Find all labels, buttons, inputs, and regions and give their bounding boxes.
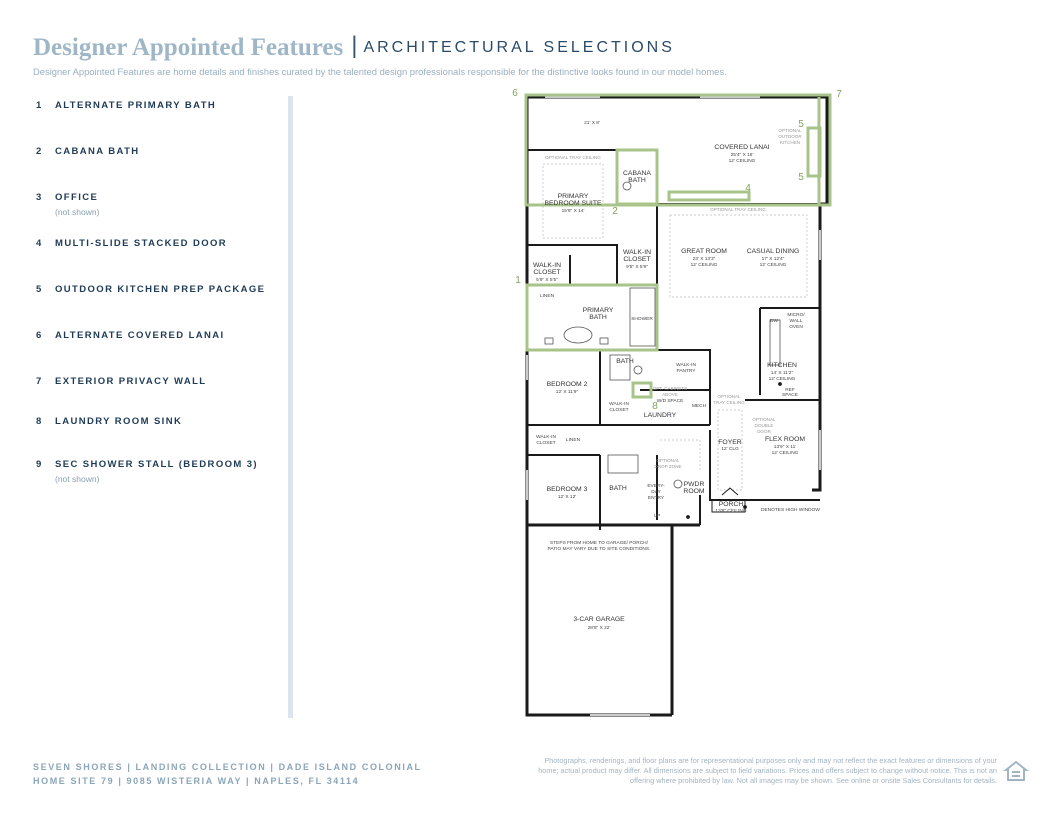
opt-cabinets-line3: W/D SPACE xyxy=(656,399,684,404)
opt-tray-ceiling-primary: OPTIONAL TRAY CEILING xyxy=(545,155,601,160)
feature-label: LAUNDRY ROOM SINK xyxy=(55,416,183,427)
opt-double-door-line1: OPTIONAL xyxy=(752,417,776,422)
primary-bath-line2: BATH xyxy=(589,314,607,321)
great-room-label: GREAT ROOM xyxy=(681,248,727,255)
interior-walls xyxy=(527,150,820,530)
bedroom-2-dim: 12' X 11'9" xyxy=(555,390,579,395)
walkin-closet-1-line1: WALK-IN xyxy=(532,262,562,269)
bath-2-label: BATH xyxy=(616,358,634,365)
walkin-closet-3-line2: CLOSET xyxy=(609,408,629,413)
footer-disclaimer: Photographs, renderings, and floor plans are for representational purposes only and may not reflect the exact features or dimensions of your home; actual product may differ. All dimensions are subject to field variations. Prices and offers subject to change without notice. This is not an offering where prohibited by law. Not all images may be shown. See online or onsite Sales Consultants for details. xyxy=(538,756,997,785)
feature-number: 7 xyxy=(36,376,42,387)
feature-label: ALTERNATE PRIMARY BATH xyxy=(55,100,217,111)
porch-label: PORCH xyxy=(718,501,744,508)
cabana-label-line1: CABANA xyxy=(623,170,651,177)
laundry-label: LAUNDRY xyxy=(643,412,677,419)
kitchen-label: KITCHEN xyxy=(767,362,797,369)
flex-room-label: FLEX ROOM xyxy=(764,436,806,443)
feature-number: 3 xyxy=(36,192,42,203)
walkin-pantry-line2: PANTRY xyxy=(676,369,696,374)
feature-number: 9 xyxy=(36,459,42,470)
primary-suite-line2: BEDROOM SUITE xyxy=(544,200,602,207)
outdoor-kitchen-line3: KITCHEN xyxy=(779,140,801,145)
primary-suite-dim: 15'9" X 14' xyxy=(561,209,585,214)
vertical-divider xyxy=(288,96,293,718)
callout-2: 2 xyxy=(612,206,618,217)
kitchen-ceiling: 12' CEILING xyxy=(768,377,796,382)
callout-1: 1 xyxy=(515,275,521,286)
mech-label: MECH xyxy=(691,404,707,409)
foyer-ceiling: 12' CLG xyxy=(721,447,739,452)
ref-space-line2: SPACE xyxy=(782,393,798,398)
feature-label: MULTI-SLIDE STACKED DOOR xyxy=(55,238,228,249)
section-title: ARCHITECTURAL SELECTIONS xyxy=(363,39,675,56)
linen-2-label: LINEN xyxy=(565,438,581,443)
page-header xyxy=(33,34,675,62)
kitchen-dim: 14' X 11'2" xyxy=(770,371,794,376)
everyday-entry-line1: EVERY- xyxy=(647,484,665,489)
powder-room-line2: ROOM xyxy=(683,488,705,495)
shower-label: SHOWER xyxy=(631,317,653,322)
equal-housing-icon xyxy=(1003,758,1029,784)
walkin-closet-1-line2: CLOSET xyxy=(533,269,561,276)
footer-line-1: SEVEN SHORES | LANDING COLLECTION | DADE ISLAND COLONIAL xyxy=(33,762,422,772)
feature-note: (not shown) xyxy=(55,474,100,484)
powder-room-line1: PWDR xyxy=(683,481,705,488)
outdoor-kitchen-line1: OPTIONAL xyxy=(778,128,802,133)
feature-label: CABANA BATH xyxy=(55,146,140,157)
covered-lanai-label: COVERED LANAI xyxy=(714,144,770,151)
casual-dining-ceiling: 12' CEILING xyxy=(759,263,787,268)
walkin-closet-2-dim: 9'5" X 5'9" xyxy=(626,265,648,270)
footer-community xyxy=(33,760,422,788)
garage-label: 3-CAR GARAGE xyxy=(573,616,625,623)
title-separator: | xyxy=(351,32,358,59)
walkin-pantry-line1: WALK-IN xyxy=(676,363,696,368)
opt-tray-ceiling-great: OPTIONAL TRAY CEILING xyxy=(710,207,766,212)
walkin-closet-3-line1: WALK-IN xyxy=(609,402,629,407)
walkin-closet-4-line2: CLOSET xyxy=(536,441,556,446)
great-room-dim: 23' X 13'3" xyxy=(692,257,716,262)
callout-7: 7 xyxy=(836,89,842,100)
outdoor-kitchen-line2: OUTDOOR xyxy=(778,134,802,139)
callout-4: 4 xyxy=(745,183,751,194)
walkin-closet-2-line1: WALK-IN xyxy=(622,249,652,256)
opt-tray-ceiling-foyer-line1: OPTIONAL xyxy=(717,394,741,399)
everyday-entry-line2: DAY xyxy=(651,490,661,495)
opt-double-door-line2: DOUBLE xyxy=(754,423,774,428)
feature-label: SEC SHOWER STALL (BEDROOM 3) xyxy=(55,459,258,470)
dishwasher-label: DW xyxy=(770,319,778,324)
bedroom-2-label: BEDROOM 2 xyxy=(546,381,588,388)
primary-suite-line1: PRIMARY xyxy=(557,193,589,200)
bedroom-3-dim: 12' X 12' xyxy=(557,495,577,500)
opt-drop-zone-line1: OPTIONAL xyxy=(656,458,680,463)
exterior-walls xyxy=(527,97,827,715)
linen-1-label: LINEN xyxy=(539,294,555,299)
opt-drop-zone-line2: DROP ZONE xyxy=(654,464,682,469)
casual-dining-dim: 17' X 12'4" xyxy=(761,257,785,262)
feature-label: OUTDOOR KITCHEN PREP PACKAGE xyxy=(55,284,266,295)
high-window-note: DENOTES HIGH WINDOW xyxy=(761,508,820,513)
callout-6: 6 xyxy=(512,88,518,99)
bedroom-3-label: BEDROOM 3 xyxy=(546,486,588,493)
porch-ceiling: 13'8" CEILING xyxy=(715,509,747,514)
walkin-closet-2-line2: CLOSET xyxy=(623,256,651,263)
feature-number: 1 xyxy=(36,100,42,111)
garage-dim: 28'8" X 22' xyxy=(587,626,611,631)
lanai-extension-label: 21' X 8' xyxy=(584,121,600,126)
feature-label: ALTERNATE COVERED LANAI xyxy=(55,330,225,341)
floor-plan-drawing xyxy=(505,85,850,725)
page-title: Designer Appointed Features xyxy=(33,34,344,61)
floor-plan xyxy=(505,85,850,725)
ref-space-line1: REF xyxy=(785,388,795,393)
walkin-closet-1-dim: 5'9" X 5'5" xyxy=(536,278,558,283)
everyday-entry-line3: ENTRY xyxy=(647,496,665,501)
covered-lanai-ceiling: 12' CEILING xyxy=(728,159,756,164)
feature-number: 4 xyxy=(36,238,42,249)
micro-oven-line2: WALL xyxy=(789,319,803,324)
feature-number: 5 xyxy=(36,284,42,295)
steps-note-line2: PATIO MAY VARY DUE TO SITE CONDITIONS. xyxy=(547,547,651,552)
callout-8: 8 xyxy=(652,401,658,412)
steps-note-line1: STEPS FROM HOME TO GARAGE/ PORCH/ xyxy=(550,541,648,546)
opt-cabinets-line1: OPT. CABINETS xyxy=(652,386,688,391)
micro-oven-line3: OVEN xyxy=(789,325,803,330)
opt-tray-ceiling-foyer-line2: TRAY CEILING xyxy=(713,400,745,405)
highlight-multi-slide-door xyxy=(669,192,749,200)
opt-cabinets-line2: ABOVE xyxy=(662,392,678,397)
feature-number: 2 xyxy=(36,146,42,157)
walkin-closet-4-line1: WALK-IN xyxy=(536,435,556,440)
opt-double-door-line3: DOOR xyxy=(757,429,771,434)
page-subtitle: Designer Appointed Features are home details and finishes curated by the talented design professionals responsible for the distinctive looks found in our model homes. xyxy=(33,66,727,77)
cabana-label-line2: BATH xyxy=(628,177,646,184)
up-label: UP xyxy=(653,514,661,519)
casual-dining-label: CASUAL DINING xyxy=(746,248,800,255)
primary-bath-line1: PRIMARY xyxy=(582,307,614,314)
flex-room-ceiling: 12' CEILING xyxy=(771,451,799,456)
fixtures xyxy=(545,182,780,488)
bath-3-label: BATH xyxy=(609,485,627,492)
micro-oven-line1: MICRO/ xyxy=(787,313,805,318)
feature-label: EXTERIOR PRIVACY WALL xyxy=(55,376,207,387)
feature-label: OFFICE xyxy=(55,192,99,203)
flex-room-dim: 13'9" X 11' xyxy=(773,445,797,450)
covered-lanai-dim: 25'4" X 16' xyxy=(730,153,754,158)
feature-number: 8 xyxy=(36,416,42,427)
callout-5-bottom: 5 xyxy=(798,172,804,183)
foyer-label: FOYER xyxy=(718,439,742,446)
great-room-ceiling: 12' CEILING xyxy=(690,263,718,268)
feature-note: (not shown) xyxy=(55,207,100,217)
footer-line-2: HOME SITE 79 | 9085 WISTERIA WAY | NAPLES, FL 34114 xyxy=(33,776,360,786)
feature-number: 6 xyxy=(36,330,42,341)
callout-5-top: 5 xyxy=(798,119,804,130)
